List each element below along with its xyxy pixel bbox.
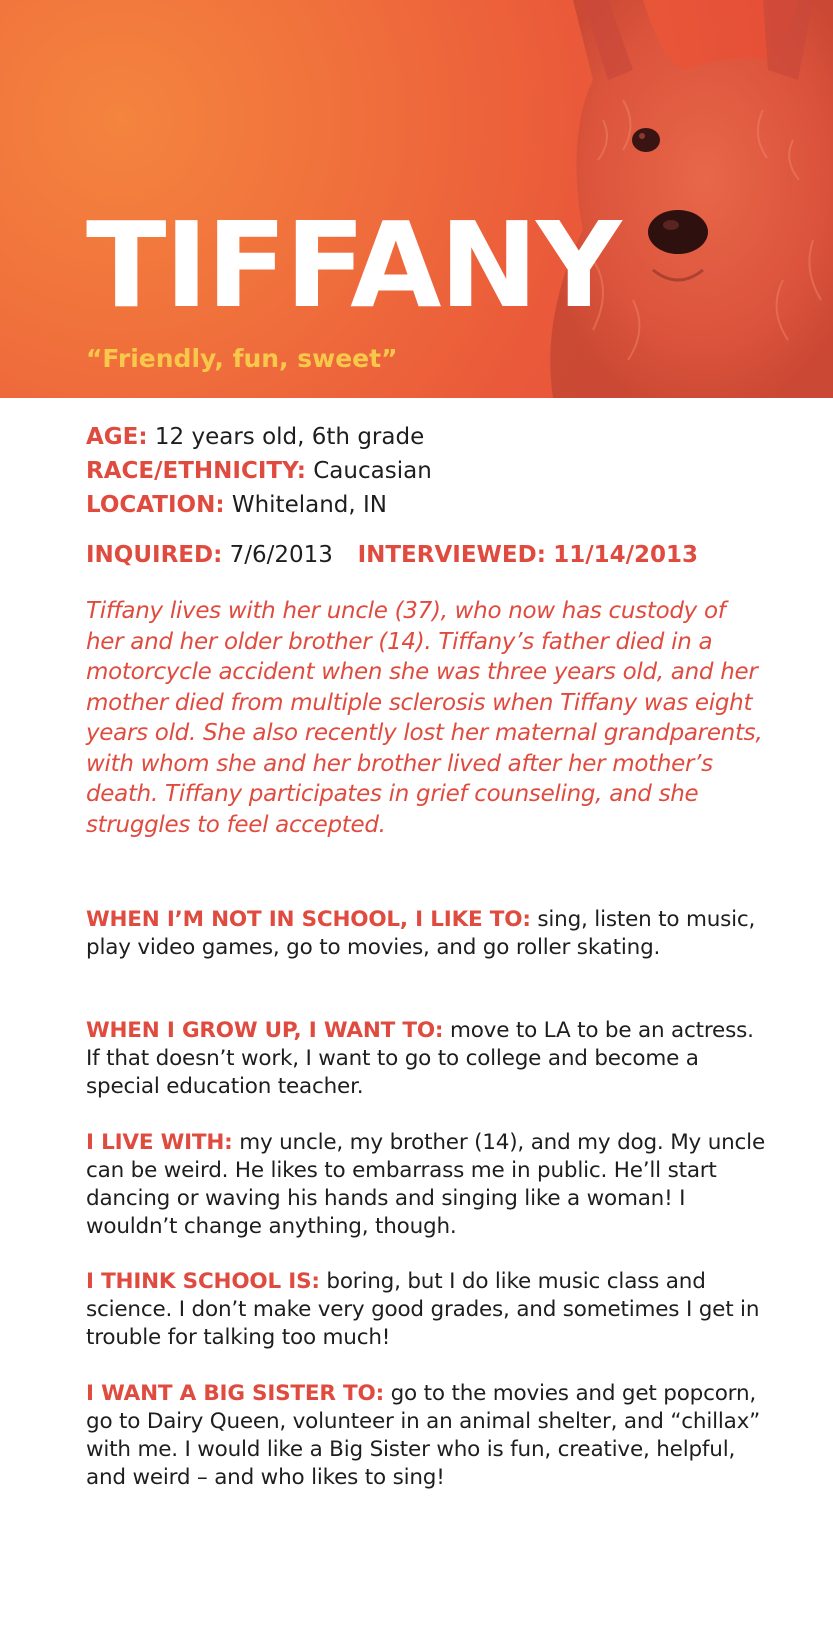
qa-question: WHEN I’M NOT IN SCHOOL, I LIKE TO: — [86, 907, 531, 932]
dates-row — [86, 538, 698, 572]
inquired-label: INQUIRED: — [86, 542, 223, 568]
qa-question: I THINK SCHOOL IS: — [86, 1269, 320, 1294]
qa-item — [86, 1129, 766, 1241]
interviewed-label: INTERVIEWED: — [357, 542, 546, 568]
qa-answer: move to LA to be an actress. If that doesn’t work, I want to go to college and become a special education teacher. — [86, 1018, 754, 1099]
qa-question: WHEN I GROW UP, I WANT TO: — [86, 1018, 444, 1043]
hero-banner — [0, 0, 833, 398]
age-row — [86, 420, 424, 454]
qa-answer: my uncle, my brother (14), and my dog. My uncle can be weird. He likes to embarrass me in public. He’ll start dancing or waving his hands and singing like a woman! I wouldn’t change anything, though. — [86, 1130, 765, 1239]
child-name: TIFFANY — [86, 196, 620, 334]
race-row — [86, 454, 432, 488]
bio-paragraph: Tiffany lives with her uncle (37), who now has custody of her and her older brother (14). Tiffany’s father died in a motorcycle accident when she was three years old, and her mother died from multiple sclerosis when Tiffany was eight years old. She also recently lost her maternal grandparents, with whom she and her brother lived after her mother’s death. Tiffany participates in grief counseling, and she struggles to feel accepted. — [86, 598, 763, 838]
race-label: RACE/ETHNICITY: — [86, 458, 306, 484]
race-value: Caucasian — [313, 458, 432, 484]
qa-item — [86, 1017, 766, 1101]
interviewed-value: 11/14/2013 — [553, 542, 699, 568]
location-row — [86, 488, 387, 522]
location-value: Whiteland, IN — [231, 492, 387, 518]
age-label: AGE: — [86, 424, 148, 450]
qa-item — [86, 906, 766, 962]
qa-question: I LIVE WITH: — [86, 1130, 233, 1155]
qa-item — [86, 1380, 766, 1492]
location-label: LOCATION: — [86, 492, 225, 518]
tagline: “Friendly, fun, sweet” — [86, 344, 398, 373]
qa-answer: go to the movies and get popcorn, go to Dairy Queen, volunteer in an animal shelter, and “chillax” with me. I would like a Big Sister who is fun, creative, helpful, and weird – and who likes to sing! — [86, 1381, 761, 1490]
inquired-value: 7/6/2013 — [229, 542, 333, 568]
age-value: 12 years old, 6th grade — [154, 424, 425, 450]
qa-item — [86, 1268, 766, 1352]
qa-answer: sing, listen to music, play video games, go to movies, and go roller skating. — [86, 907, 756, 960]
qa-answer: boring, but I do like music class and science. I don’t make very good grades, and sometimes I get in trouble for talking too much! — [86, 1269, 760, 1350]
qa-question: I WANT A BIG SISTER TO: — [86, 1381, 384, 1406]
